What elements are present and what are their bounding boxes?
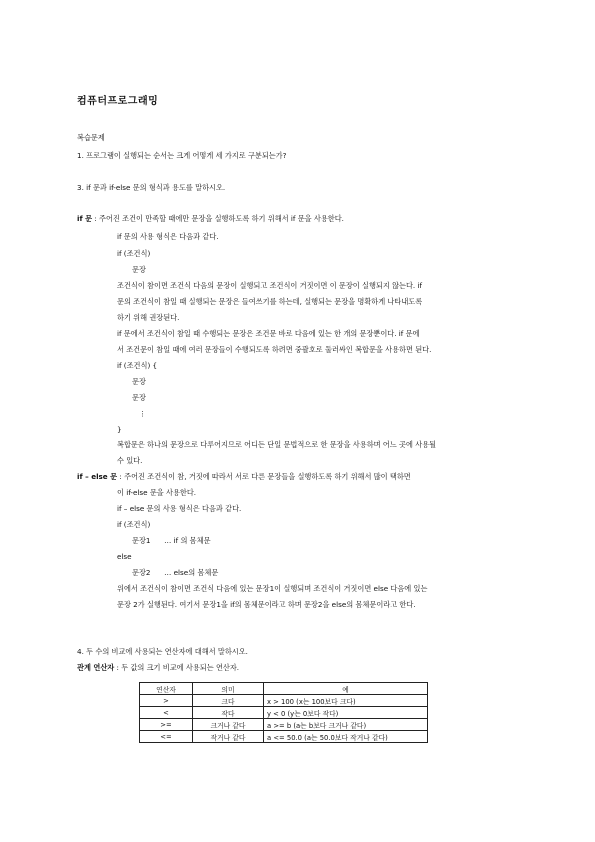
if-code6: ⋮ (139, 409, 147, 418)
table-row (140, 731, 428, 743)
question-3: 3. if 문과 if-else 문의 형식과 용도를 말하시오. (77, 183, 226, 192)
if-code7: } (117, 425, 122, 434)
relational-label: 관계 연산자 (77, 663, 115, 672)
if-code3: if (조건식) { (117, 361, 158, 370)
operator-cell: < (140, 707, 193, 719)
if-code2: 문장 (132, 265, 146, 274)
ifelse-para1b: 문장 2가 실행된다. 여기서 문장1을 if의 몸체문이라고 하며 문장2을 else의 몸체문이라고 한다. (117, 600, 416, 609)
ifelse-label: if – else 문 (77, 472, 118, 481)
meaning-cell: 크거나 같다 (193, 719, 264, 731)
ifelse-code4: 문장2 … else의 몸체문 (132, 568, 219, 577)
ifelse-intro2: 이 if-else 문을 사용한다. (117, 488, 197, 497)
ifelse-code2: 문장1 … if 의 몸체문 (132, 536, 211, 545)
meaning-cell: 크다 (193, 695, 264, 707)
if-para2a: if 문에서 조건식이 참일 때 수행되는 문장은 조건문 바로 다음에 있는 한 개의 문장뿐이다. if 문에 (117, 329, 420, 338)
operator-cell: > (140, 695, 193, 707)
header-example: 예 (264, 683, 428, 695)
if-label: if 문 (77, 214, 93, 223)
table-row (140, 707, 428, 719)
header-meaning: 의미 (193, 683, 264, 695)
example-cell: a >= b (a는 b보다 크거나 같다) (264, 719, 428, 731)
if-para3a: 복합문은 하나의 문장으로 다루어지므로 어디든 단일 문법적으로 한 문장을 사용하며 어느 곳에 사용될 (117, 440, 437, 449)
if-code5: 문장 (132, 393, 146, 402)
relational-intro (77, 663, 239, 673)
if-para1b: 문의 조건식이 참일 때 실행되는 문장은 들여쓰기를 하는데, 실행되는 문장을 명확하게 나타내도록 (117, 297, 423, 306)
example-cell: x > 100 (x는 100보다 크다) (264, 695, 428, 707)
if-line1: if 문의 사용 형식은 다음과 같다. (117, 232, 219, 241)
operator-table (139, 682, 428, 743)
question-4: 4. 두 수의 비교에 사용되는 연산자에 대해서 말하시오. (77, 647, 248, 656)
question-1: 1. 프로그램이 실행되는 순서는 크게 어떻게 세 가지로 구분되는가? (77, 151, 287, 160)
operator-cell: >= (140, 719, 193, 731)
meaning-cell: 작거나 같다 (193, 731, 264, 743)
if-intro (77, 214, 344, 224)
page-title: 컴퓨터프로그래밍 (77, 96, 159, 107)
if-para1a: 조건식이 참이면 조건식 다음의 문장이 실행되고 조건식이 거짓이면 이 문장이 실행되지 않는다. if (117, 281, 423, 290)
operator-cell: <= (140, 731, 193, 743)
table-header-row (140, 683, 428, 695)
example-cell: a <= 50.0 (a는 50.0보다 작거나 같다) (264, 731, 428, 743)
relational-intro-text: : 두 값의 크기 비교에 사용되는 연산자. (114, 663, 240, 672)
header-operator: 연산자 (140, 683, 193, 695)
table-row (140, 695, 428, 707)
ifelse-intro (77, 472, 411, 482)
ifelse-code1: if (조건식) (117, 520, 151, 529)
if-intro-text: : 주어진 조건이 만족할 때에만 문장을 실행하도록 하기 위해서 if 문을 사용한다. (92, 214, 344, 223)
if-para3b: 수 있다. (117, 456, 143, 465)
ifelse-line1: if – else 문의 사용 형식은 다음과 같다. (117, 504, 242, 513)
if-para1c: 하기 위해 권장된다. (117, 313, 180, 322)
section-heading: 복습문제 (77, 133, 105, 142)
meaning-cell: 작다 (193, 707, 264, 719)
ifelse-code3: else (117, 552, 132, 561)
table-row (140, 719, 428, 731)
if-para2b: 서 조건문이 참일 때에 여러 문장들이 수행되도록 하려면 중괄호로 둘러싸인 복합문을 사용하면 된다. (117, 345, 432, 354)
if-code1: if (조건식) (117, 249, 151, 258)
ifelse-para1a: 위에서 조건식이 참이면 조건식 다음에 있는 문장1이 실행되며 조건식이 거짓이면 else 다음에 있는 (117, 584, 428, 593)
example-cell: y < 0 (y는 0보다 작다) (264, 707, 428, 719)
ifelse-intro-text: : 주어진 조건식이 참, 거짓에 따라서 서로 다른 문장들을 실행하도록 하기 위해서 많이 택하면 (117, 472, 411, 481)
if-code4: 문장 (132, 377, 146, 386)
